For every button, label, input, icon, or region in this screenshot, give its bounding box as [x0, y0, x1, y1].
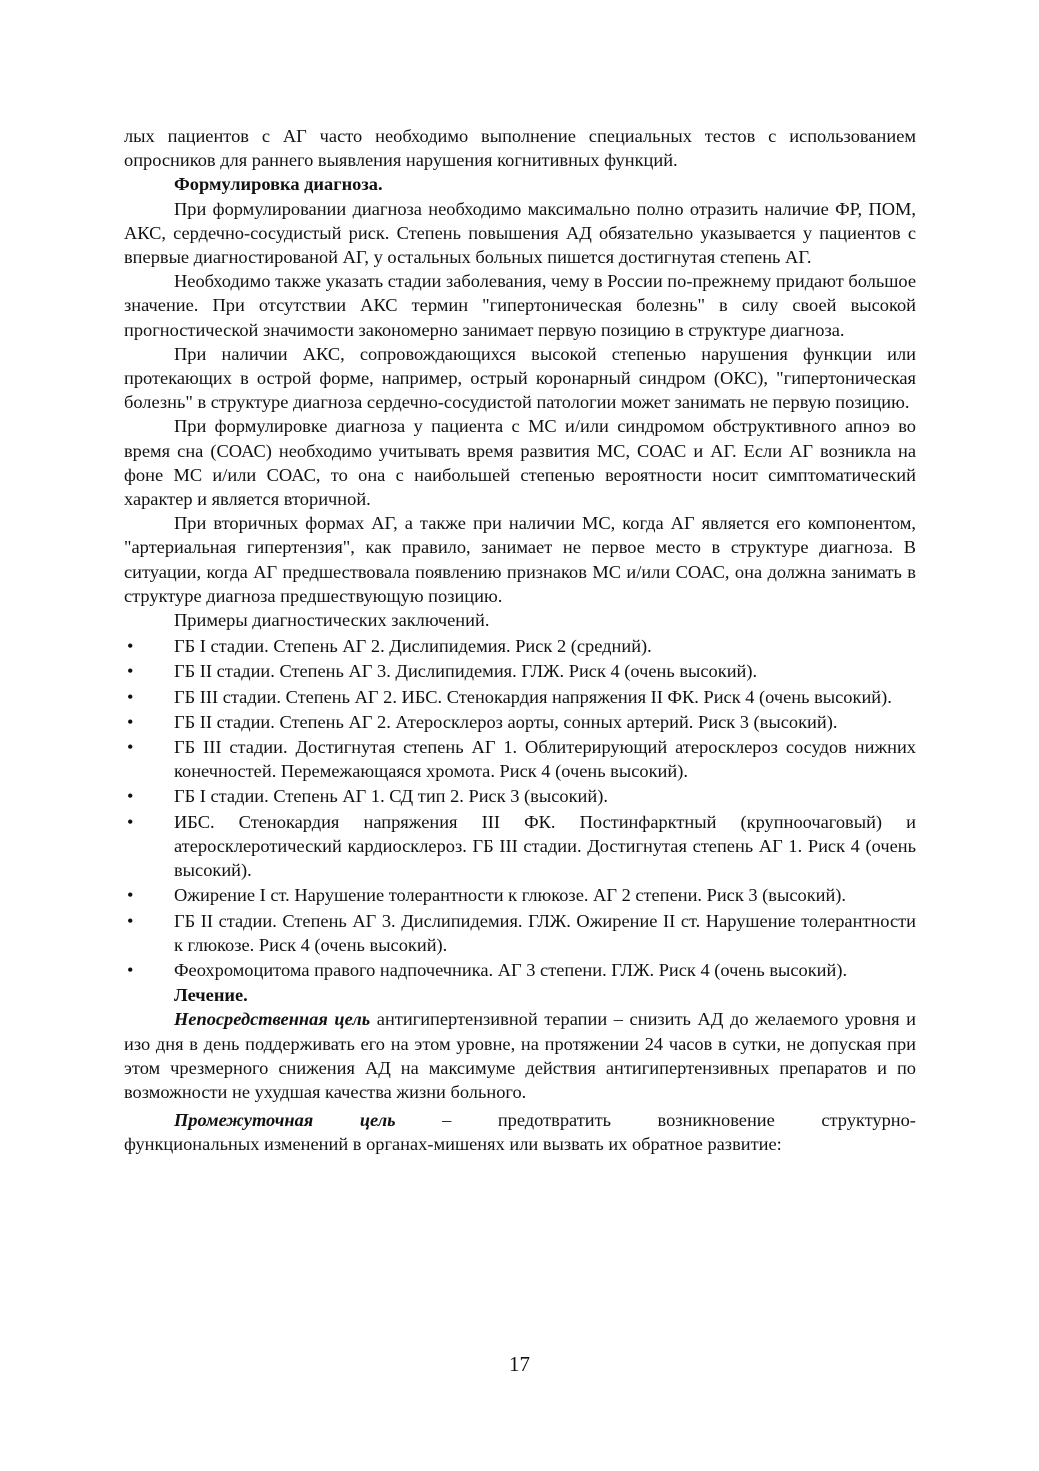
paragraph-diagnosis-5: При вторичных формах АГ, а также при наличии МС, когда АГ является его компонентом, "артериальная гипертензия", как правило, занимает не первое место в структуре диагноза. В ситуации, когда АГ предшествовала появлению признаков МС и/или СОАС, она должна занимать в структуре диагноза предшествующую позицию.	[124, 513, 916, 606]
intermediate-goal-word: структурно-	[821, 1110, 916, 1131]
list-item	[124, 784, 916, 808]
list-item	[124, 958, 916, 982]
list-item	[124, 883, 916, 907]
list-item-text: ГБ I стадии. Степень АГ 1. СД тип 2. Риск 3 (высокий).	[174, 786, 608, 807]
list-item	[124, 909, 916, 957]
bullet-icon: •	[127, 786, 134, 807]
bullet-icon: •	[127, 811, 134, 832]
list-item-text: ГБ III стадии. Степень АГ 2. ИБС. Стенокардия напряжения II ФК. Риск 4 (очень высокий).	[174, 686, 892, 707]
list-item-text: ГБ II стадии. Степень АГ 3. Дислипидемия. ГЛЖ. Риск 4 (очень высокий).	[174, 661, 758, 682]
list-item-text: ИБС. Стенокардия напряжения III ФК. Постинфарктный (крупноочаговый) и атеросклеротический кардиосклероз. ГБ III стадии. Достигнутая степень АГ 1. Риск 4 (очень высокий).	[174, 811, 916, 881]
paragraph-diagnosis-3: При наличии АКС, сопровождающихся высокой степенью нарушения функции или протекающих в острой форме, например, острый коронарный синдром (ОКС), "гипертоническая болезнь" в структуре диагноза сердечно-сосудистой патологии может занимать не первую позицию.	[124, 343, 916, 413]
bullet-icon: •	[127, 737, 134, 758]
list-item	[124, 735, 916, 783]
bullet-icon: •	[127, 636, 134, 657]
immediate-goal-label: Непосредственная цель	[174, 1009, 371, 1030]
document-page	[124, 124, 916, 1157]
paragraph-continuation: лых пациентов с АГ часто необходимо выполнение специальных тестов с использованием опросников для раннего выявления нарушения когнитивных функций.	[124, 126, 916, 171]
list-item-text: Ожирение I ст. Нарушение толерантности к глюкозе. АГ 2 степени. Риск 3 (высокий).	[174, 885, 847, 906]
paragraph-diagnosis-4: При формулировке диагноза у пациента с МС и/или синдромом обструктивного апноэ во время сна (СОАС) необходимо учитывать время развития МС, СОАС и АГ. Если АГ возникла на фоне МС и/или СОАС, то она с наибольшей степенью вероятности носит симптоматический характер и является вторичной.	[124, 416, 916, 510]
intermediate-goal-word: предотвратить	[497, 1110, 612, 1131]
list-item-text: ГБ III стадии. Достигнутая степень АГ 1. Облитерирующий атеросклероз сосудов нижних конечностей. Перемежающаяся хромота. Риск 4 (очень высокий).	[174, 737, 916, 782]
intermediate-goal-dash: –	[442, 1110, 452, 1131]
list-item	[124, 685, 916, 709]
list-item-text: ГБ II стадии. Степень АГ 2. Атеросклероз аорты, сонных артерий. Риск 3 (высокий).	[174, 711, 838, 732]
paragraph-examples-intro: Примеры диагностических заключений.	[174, 610, 490, 631]
intermediate-goal-word: возникновение	[657, 1110, 775, 1131]
bullet-icon: •	[127, 959, 134, 980]
paragraph-immediate-goal	[124, 1007, 916, 1104]
bullet-icon: •	[127, 885, 134, 906]
heading-diagnosis-formulation: Формулировка диагноза.	[174, 174, 383, 195]
paragraph-diagnosis-1: При формулировании диагноза необходимо максимально полно отразить наличие ФР, ПОМ, АКС, сердечно-сосудистый риск. Степень повышения АД обязательно указывается у пациентов с впервые диагностированой АГ, у остальных больных пишется достигнутая степень АГ.	[124, 198, 916, 268]
heading-treatment: Лечение.	[174, 985, 248, 1006]
list-item-text: ГБ I стадии. Степень АГ 2. Дислипидемия. Риск 2 (средний).	[174, 636, 652, 657]
page-number: 17	[509, 1352, 530, 1376]
list-item	[124, 659, 916, 683]
list-item-text: Феохромоцитома правого надпочечника. АГ 3 степени. ГЛЖ. Риск 4 (очень высокий).	[174, 959, 848, 980]
intermediate-goal-label-word: цель	[359, 1110, 396, 1131]
immediate-goal-text: антигипертензивной терапии – снизить АД до желаемого уровня и изо дня в день поддерживать его на этом уровне, на протяжении 24 часов в сутки, не допуская при этом чрезмерного снижения АД на максимуме действия антигипертензивных препаратов и по возможности не ухудшая качества жизни больного.	[124, 1009, 916, 1102]
bullet-icon: •	[127, 661, 134, 682]
list-item	[124, 634, 916, 658]
paragraph-diagnosis-2: Необходимо также указать стадии заболевания, чему в России по-прежнему придают большое значение. При отсутствии АКС термин "гипертоническая болезнь" в силу своей высокой прогностической значимости закономерно занимает первую позицию в структуре диагноза.	[124, 271, 916, 340]
bullet-icon: •	[127, 910, 134, 931]
intermediate-goal-line-1	[124, 1108, 916, 1132]
intermediate-goal-label: Промежуточная	[174, 1110, 314, 1131]
list-item-text: ГБ II стадии. Степень АГ 3. Дислипидемия. ГЛЖ. Ожирение II ст. Нарушение толерантности к глюкозе. Риск 4 (очень высокий).	[174, 910, 916, 955]
bullet-icon: •	[127, 686, 134, 707]
intermediate-goal-line-2: функциональных изменений в органах-мишенях или вызвать их обратное развитие:	[124, 1134, 782, 1155]
list-item	[124, 710, 916, 734]
bullet-icon: •	[127, 711, 134, 732]
list-item	[124, 810, 916, 883]
diagnosis-examples-list	[124, 634, 916, 982]
